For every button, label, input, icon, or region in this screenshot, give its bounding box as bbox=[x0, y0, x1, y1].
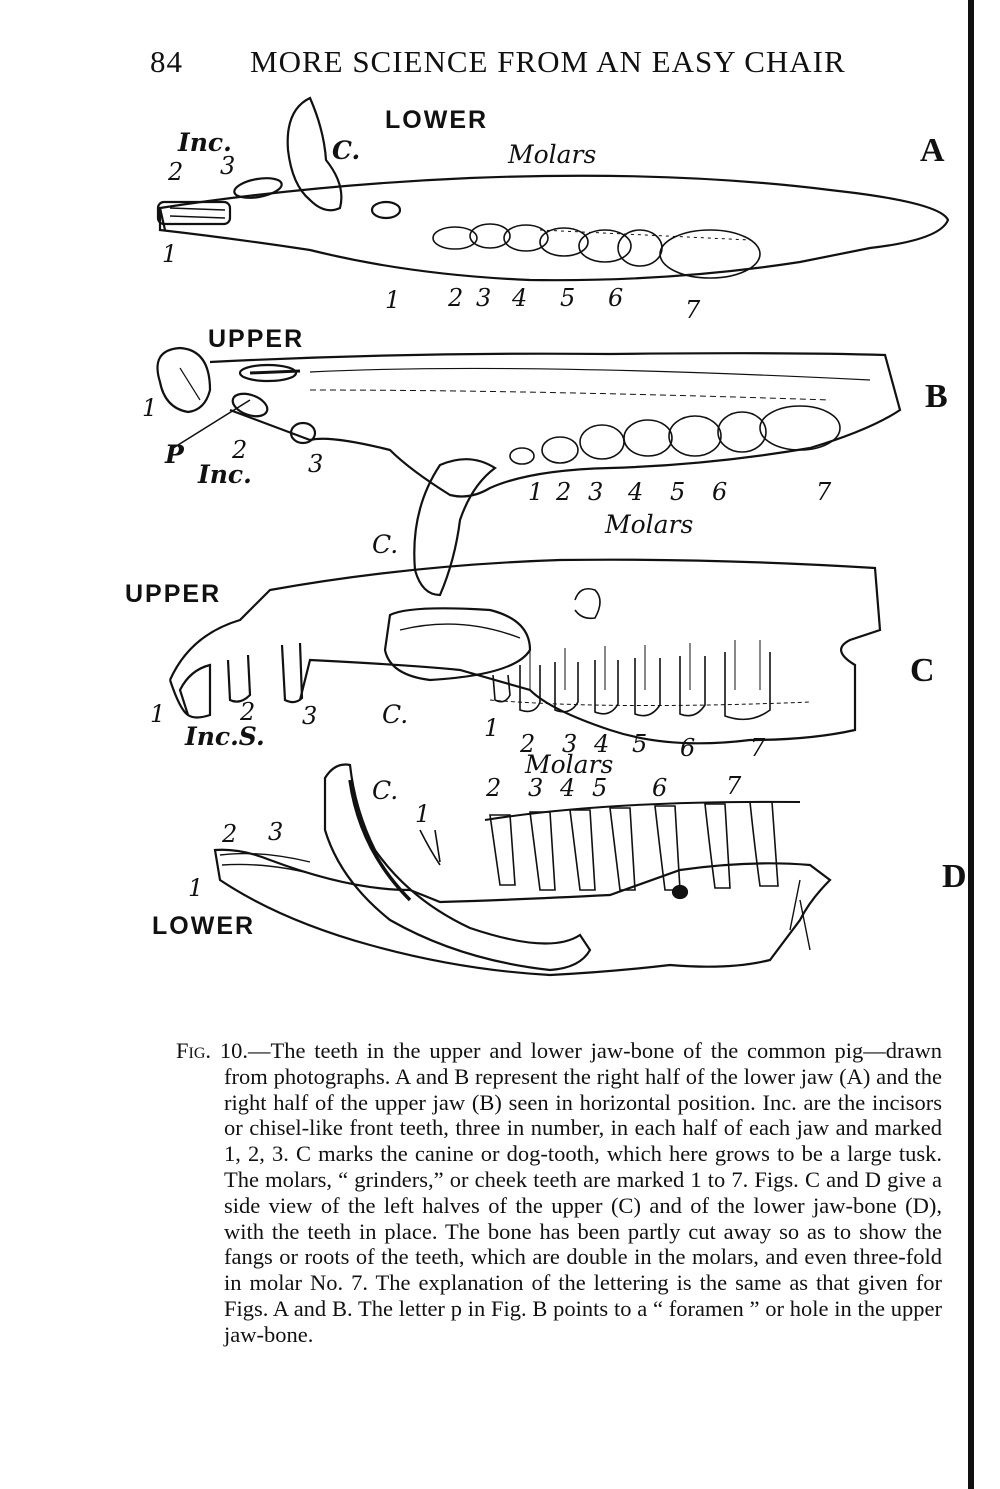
c-molar-3: 3 bbox=[562, 730, 578, 758]
a-molar-2: 2 bbox=[448, 284, 464, 312]
panel-c-drawing bbox=[170, 560, 880, 744]
lower-label-d: LOWER bbox=[152, 912, 256, 940]
panel-label-a: A bbox=[920, 132, 945, 169]
upper-label-c: UPPER bbox=[125, 580, 222, 608]
c-inc-2: 2 bbox=[240, 698, 256, 726]
d-inc-3: 3 bbox=[268, 818, 284, 846]
a-molar-5: 5 bbox=[560, 284, 576, 312]
canine-label-d: C. bbox=[372, 776, 399, 805]
panel-b-drawing bbox=[158, 348, 901, 595]
b-molar-7: 7 bbox=[816, 478, 832, 506]
inc-label-c: Inc.S. bbox=[185, 722, 265, 751]
d-molar-5: 5 bbox=[592, 774, 608, 802]
b-inc-3: 3 bbox=[308, 450, 324, 478]
caption-paragraph bbox=[176, 1038, 942, 1348]
canine-label-c: C. bbox=[382, 700, 409, 729]
b-molar-3: 3 bbox=[588, 478, 604, 506]
inc-label-a: Inc. bbox=[178, 128, 232, 157]
d-molar-4: 4 bbox=[560, 774, 576, 802]
canine-label-b: C. bbox=[372, 530, 399, 559]
a-inc-2: 2 bbox=[168, 158, 184, 186]
molars-label-b: Molars bbox=[605, 510, 694, 539]
b-molar-2: 2 bbox=[556, 478, 572, 506]
panel-a-drawing bbox=[158, 98, 948, 280]
panel-label-b: B bbox=[925, 378, 948, 415]
jaw-drawings bbox=[110, 90, 980, 1010]
panel-label-c: C bbox=[910, 652, 935, 689]
molars-label-c: Molars bbox=[525, 750, 614, 779]
panel-label-d: D bbox=[942, 858, 967, 895]
d-molar-3: 3 bbox=[528, 774, 544, 802]
jaw-figure bbox=[110, 90, 980, 1010]
b-molar-1: 1 bbox=[528, 478, 544, 506]
running-title: MORE SCIENCE FROM AN EASY CHAIR bbox=[250, 44, 846, 79]
lower-label-a: LOWER bbox=[385, 106, 489, 134]
caption-fig-label: Fig. 10. bbox=[176, 1038, 248, 1063]
c-molar-1: 1 bbox=[484, 714, 500, 742]
a-molar-3: 3 bbox=[476, 284, 492, 312]
d-molar-1: 1 bbox=[415, 800, 431, 828]
c-molar-7: 7 bbox=[750, 734, 766, 762]
b-molar-5: 5 bbox=[670, 478, 686, 506]
a-molar-6: 6 bbox=[608, 284, 624, 312]
figure-caption bbox=[176, 1038, 942, 1348]
b-molar-4: 4 bbox=[628, 478, 644, 506]
a-molar-1: 1 bbox=[385, 286, 401, 314]
c-molar-6: 6 bbox=[680, 734, 696, 762]
d-molar-6: 6 bbox=[652, 774, 668, 802]
c-molar-5: 5 bbox=[632, 730, 648, 758]
molars-label-a: Molars bbox=[508, 140, 597, 169]
c-inc-1: 1 bbox=[150, 700, 166, 728]
page-number: 84 bbox=[150, 44, 183, 79]
b-inc-1: 1 bbox=[142, 394, 158, 422]
caption-text: —The teeth in the upper and lower jaw-bone of the common pig—drawn from photographs. A and B represent the right half of the lower jaw (A) and the right half of the upper jaw (B) seen in horizontal position. Inc. are the incisors or chisel-like front teeth, three in number, in each half of each jaw and marked 1, 2, 3. C marks the canine or dog-tooth, which here grows to be a large tusk. The molars, “ grinders,” or cheek teeth are marked 1 to 7. Figs. C and D give a side view of the left halves of the upper (C) and of the lower jaw-bone (D), with the teeth in place. The bone has been partly cut away so as to show the fangs or roots of the teeth, which are double in the molars, and even three-fold in molar No. 7. The explanation of the lettering is the same as that given for Figs. A and B. The letter p in Fig. B points to a “ foramen ” or hole in the upper jaw-bone. bbox=[224, 1038, 942, 1347]
a-molar-4: 4 bbox=[512, 284, 528, 312]
d-inc-2: 2 bbox=[222, 820, 238, 848]
b-inc-2: 2 bbox=[232, 436, 248, 464]
upper-label-b: UPPER bbox=[208, 325, 305, 353]
b-molar-6: 6 bbox=[712, 478, 728, 506]
d-molar-7: 7 bbox=[726, 772, 742, 800]
c-molar-4: 4 bbox=[594, 730, 610, 758]
d-molar-2: 2 bbox=[486, 774, 502, 802]
a-inc-1: 1 bbox=[162, 240, 178, 268]
a-inc-3: 3 bbox=[220, 152, 236, 180]
foramen-label-b: P bbox=[165, 440, 184, 469]
c-inc-3: 3 bbox=[302, 702, 318, 730]
canine-label-a: C. bbox=[332, 136, 361, 165]
a-molar-7: 7 bbox=[685, 296, 701, 324]
c-molar-2: 2 bbox=[520, 730, 536, 758]
d-inc-1: 1 bbox=[188, 874, 204, 902]
inc-label-b: Inc. bbox=[198, 460, 252, 489]
